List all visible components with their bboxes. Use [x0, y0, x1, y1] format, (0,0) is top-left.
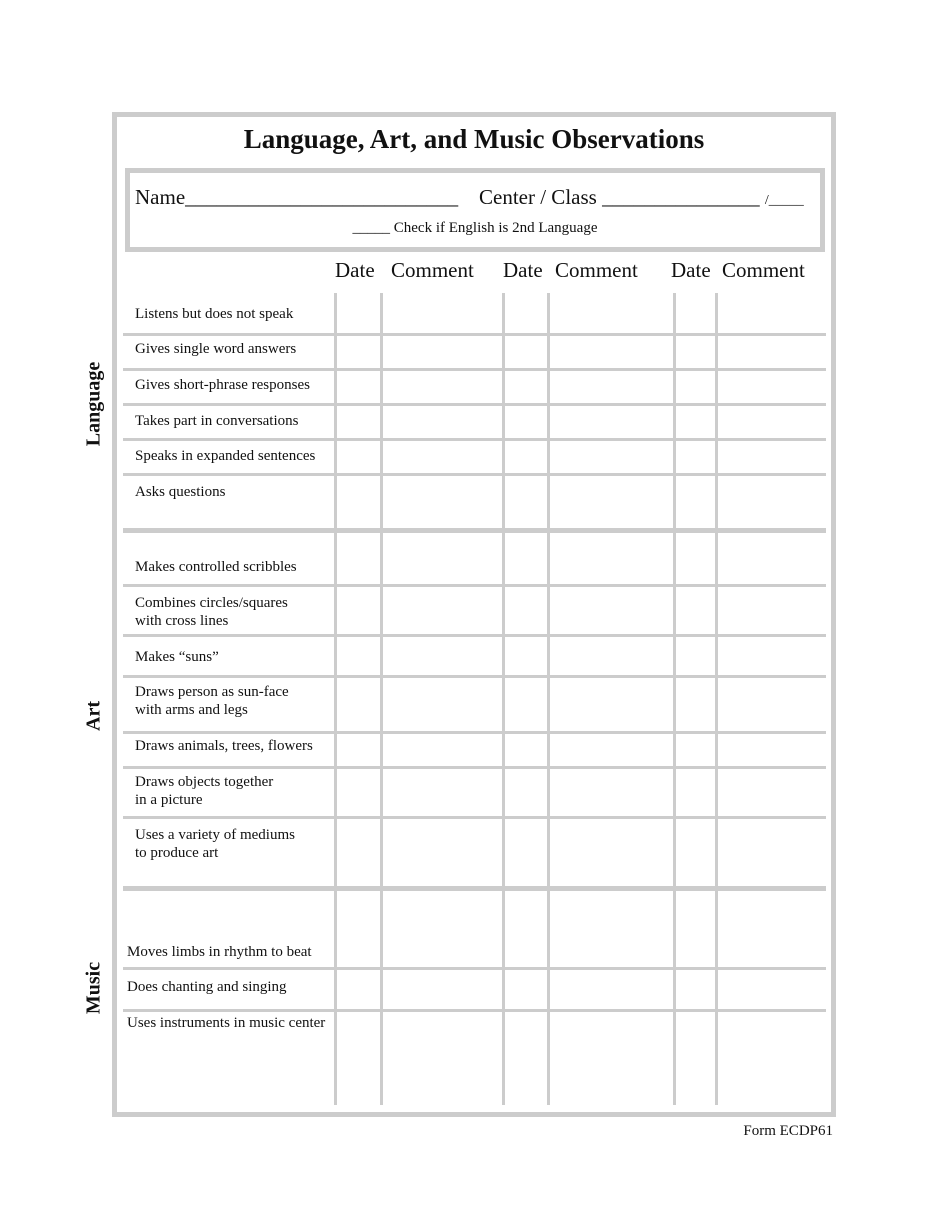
grid-hline — [123, 333, 826, 336]
language-item: Takes part in conversations — [135, 413, 299, 429]
art-item: Draws animals, trees, flowers — [135, 738, 313, 754]
column-comment-1: Comment — [391, 258, 474, 282]
section-divider — [123, 528, 826, 533]
column-date-1: Date — [335, 258, 375, 282]
language-item: Asks questions — [135, 484, 226, 500]
section-label-art: Art — [82, 701, 105, 731]
art-item: Makes “suns” — [135, 649, 219, 665]
language-item: Listens but does not speak — [135, 306, 294, 322]
art-item: Uses a variety of mediums to produce art — [135, 827, 295, 861]
center-class-slash[interactable]: /_____ — [764, 193, 804, 208]
grid-hline — [123, 634, 826, 637]
grid-hline — [123, 473, 826, 476]
grid-vline — [715, 293, 718, 1105]
grid-vline — [502, 293, 505, 1105]
grid-vline — [380, 293, 383, 1105]
grid-vline — [673, 293, 676, 1105]
grid-hline — [123, 731, 826, 734]
esl-checkbox-line[interactable]: _____ Check if English is 2nd Language — [352, 220, 598, 236]
art-item: Combines circles/squares with cross lines — [135, 595, 288, 629]
grid-hline — [123, 438, 826, 441]
column-comment-2: Comment — [555, 258, 638, 282]
form-id: Form ECDP61 — [743, 1123, 833, 1139]
grid-hline — [123, 816, 826, 819]
art-item: Draws objects together in a picture — [135, 774, 274, 808]
grid-hline — [123, 584, 826, 587]
grid-hline — [123, 766, 826, 769]
center-class-label: Center / Class _______________ — [479, 185, 760, 209]
page-title: Language, Art, and Music Observations — [243, 124, 705, 154]
grid-hline — [123, 967, 826, 970]
center-class-field[interactable] — [479, 185, 804, 210]
language-item: Speaks in expanded sentences — [135, 448, 316, 464]
art-item: Draws person as sun-face with arms and legs — [135, 684, 289, 718]
section-label-music: Music — [82, 961, 105, 1015]
grid-hline — [123, 1009, 826, 1012]
art-item: Makes controlled scribbles — [135, 559, 297, 575]
grid-vline — [547, 293, 550, 1105]
section-label-language: Language — [82, 361, 105, 447]
grid-vline — [334, 293, 337, 1105]
music-item: Does chanting and singing — [127, 979, 287, 995]
name-box — [125, 168, 825, 252]
column-date-2: Date — [503, 258, 543, 282]
music-item: Uses instruments in music center — [127, 1015, 326, 1031]
column-comment-3: Comment — [722, 258, 805, 282]
language-item: Gives single word answers — [135, 341, 297, 357]
name-field[interactable]: Name__________________________ — [135, 185, 459, 209]
grid-hline — [123, 403, 826, 406]
language-item: Gives short-phrase responses — [135, 377, 310, 393]
column-date-3: Date — [671, 258, 711, 282]
music-item: Moves limbs in rhythm to beat — [127, 944, 312, 960]
grid-hline — [123, 368, 826, 371]
section-divider — [123, 886, 826, 891]
grid-hline — [123, 675, 826, 678]
